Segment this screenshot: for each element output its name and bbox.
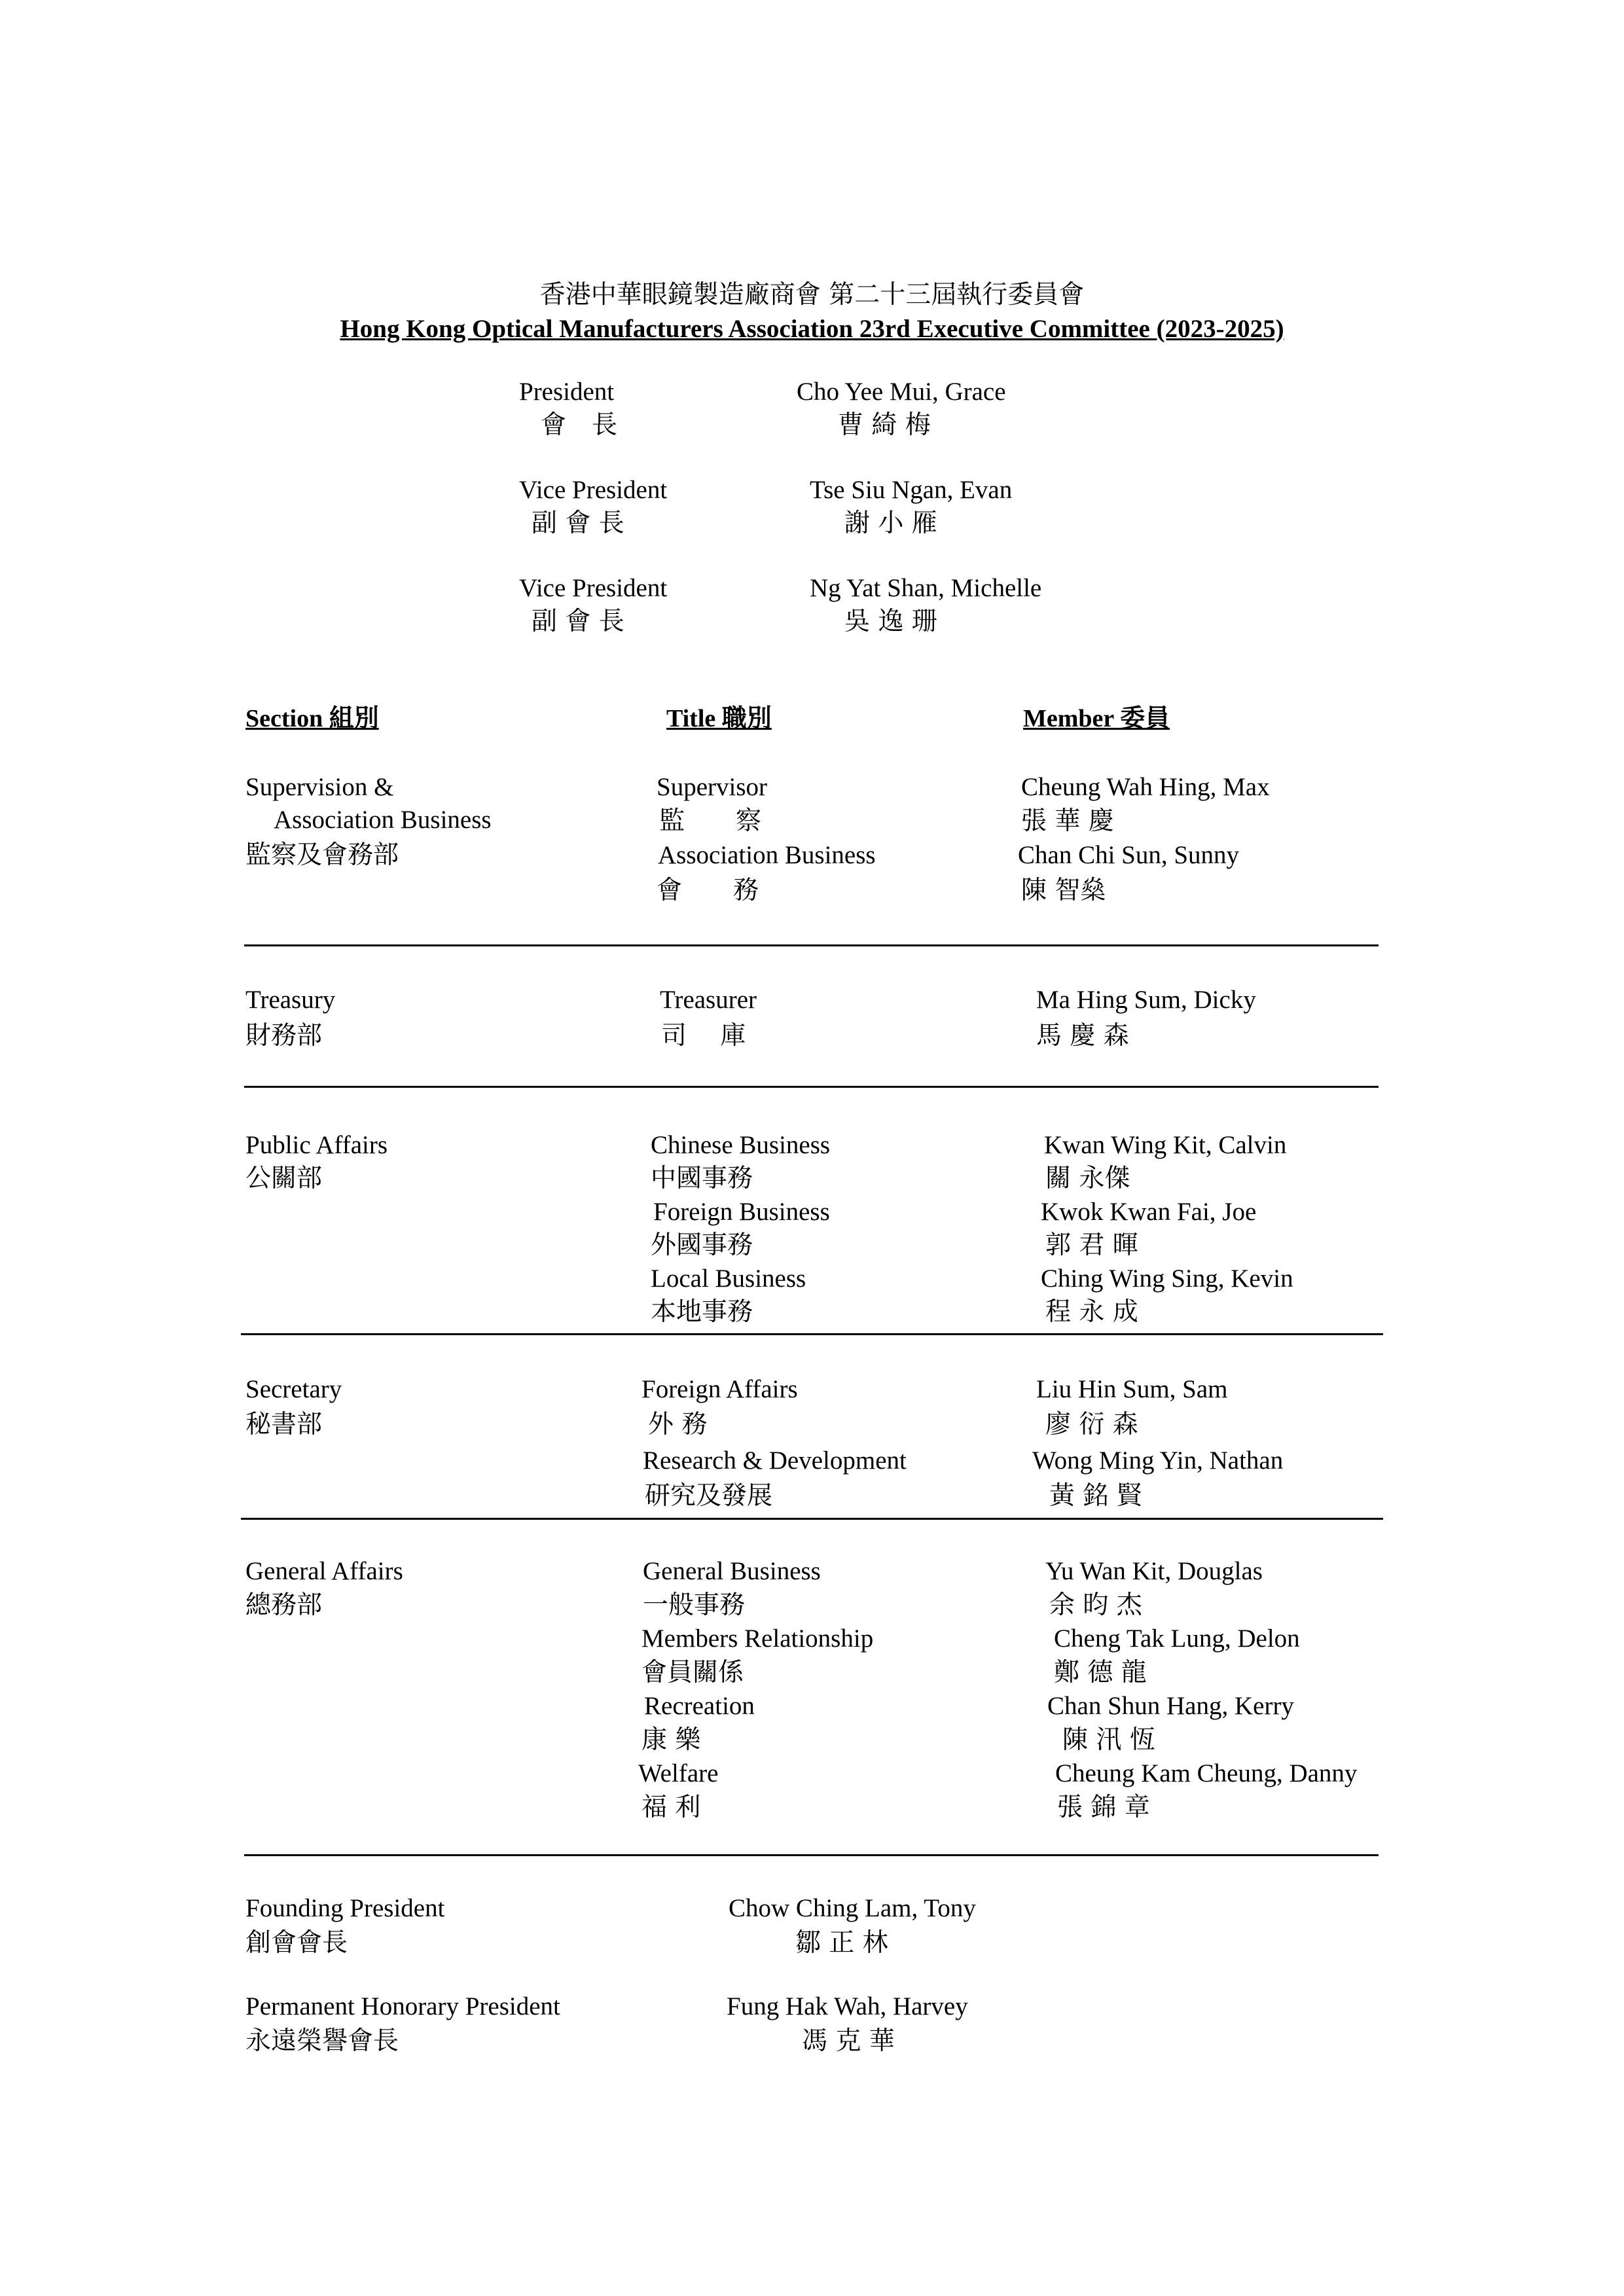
title-zh: 研究及發展 — [645, 1481, 773, 1511]
section-name-zh: 財務部 — [245, 1021, 323, 1050]
honorary-name-zh: 鄒 正 林 — [795, 1928, 888, 1958]
member-zh: 鄭 德 龍 — [1054, 1658, 1147, 1687]
officer-role-zh: 會 長 — [541, 410, 618, 440]
title-english: Hong Kong Optical Manufacturers Association 23rd Executive Committee (2023-2025) — [340, 315, 1284, 343]
member-zh: 馬 慶 森 — [1036, 1021, 1129, 1050]
member-zh: 程 永 成 — [1045, 1297, 1138, 1327]
honorary-name-zh: 馮 克 華 — [802, 2026, 895, 2056]
title-en: Research & Development — [643, 1446, 907, 1475]
title-en: Local Business — [651, 1265, 806, 1293]
section-name-zh: 公關部 — [245, 1164, 323, 1193]
officer-role: President — [519, 378, 615, 406]
member-en: Chan Shun Hang, Kerry — [1047, 1692, 1294, 1720]
member-en: Cheng Tak Lung, Delon — [1054, 1624, 1300, 1653]
title-en: General Business — [643, 1557, 821, 1585]
member-zh: 余 昀 杰 — [1049, 1590, 1142, 1620]
title-en: Association Business — [658, 841, 876, 869]
member-en: Yu Wan Kit, Douglas — [1045, 1557, 1263, 1585]
title-zh: 會 務 — [657, 876, 759, 905]
member-en: Cheung Wah Hing, Max — [1021, 773, 1270, 801]
title-zh: 會員關係 — [641, 1658, 744, 1687]
member-en: Wong Ming Yin, Nathan — [1032, 1446, 1284, 1475]
section-divider — [244, 1086, 1379, 1088]
member-en: Cheung Kam Cheung, Danny — [1055, 1759, 1358, 1787]
officer-role: Vice President — [519, 476, 668, 504]
title-en: Supervisor — [657, 773, 767, 801]
title-zh: 外 務 — [648, 1410, 708, 1439]
member-zh: 陳 智燊 — [1021, 876, 1106, 905]
section-name: Supervision & — [245, 773, 394, 801]
title-en: Recreation — [644, 1692, 755, 1720]
header-section: Section 組別 — [245, 705, 379, 732]
honorary-name: Fung Hak Wah, Harvey — [727, 1992, 968, 2020]
honorary-role: Permanent Honorary President — [245, 1992, 560, 2020]
member-zh: 廖 衍 森 — [1045, 1410, 1138, 1439]
title-en: Members Relationship — [641, 1624, 874, 1653]
honorary-name: Chow Ching Lam, Tony — [729, 1894, 976, 1922]
title-zh: 中國事務 — [651, 1164, 753, 1193]
section-divider — [241, 1333, 1383, 1335]
title-zh: 本地事務 — [651, 1297, 753, 1327]
officer-role-zh: 副 會 長 — [532, 509, 624, 538]
title-zh: 福 利 — [641, 1793, 701, 1822]
officer-role-zh: 副 會 長 — [532, 607, 624, 636]
member-en: Chan Chi Sun, Sunny — [1018, 841, 1240, 869]
title-chinese: 香港中華眼鏡製造廠商會 第二十三屆執行委員會 — [539, 280, 1085, 310]
title-en: Foreign Business — [653, 1198, 830, 1226]
section-name: Public Affairs — [245, 1131, 388, 1159]
officer-name: Ng Yat Shan, Michelle — [810, 574, 1042, 602]
member-en: Kwan Wing Kit, Calvin — [1044, 1131, 1287, 1159]
member-en: Liu Hin Sum, Sam — [1036, 1375, 1228, 1403]
title-zh: 康 樂 — [641, 1725, 701, 1755]
title-en: Welfare — [638, 1759, 719, 1787]
officer-name: Tse Siu Ngan, Evan — [810, 476, 1013, 504]
title-en: Treasurer — [660, 986, 757, 1014]
honorary-role: Founding President — [245, 1894, 445, 1922]
section-name-zh: 監察及會務部 — [245, 840, 399, 870]
officer-name: Cho Yee Mui, Grace — [797, 378, 1006, 406]
member-zh: 張 錦 章 — [1057, 1793, 1150, 1822]
section-divider — [244, 1854, 1379, 1856]
honorary-role-zh: 創會會長 — [245, 1928, 348, 1958]
title-zh: 外國事務 — [651, 1230, 753, 1260]
member-en: Ching Wing Sing, Kevin — [1041, 1265, 1293, 1293]
section-name: Treasury — [245, 986, 336, 1014]
header-member: Member 委員 — [1023, 705, 1170, 732]
member-zh: 郭 君 暉 — [1045, 1230, 1138, 1260]
officer-role: Vice President — [519, 574, 668, 602]
officer-name-zh: 謝 小 雁 — [844, 509, 937, 538]
member-zh: 陳 汛 恆 — [1062, 1725, 1155, 1755]
section-name-line2: Association Business — [274, 806, 492, 834]
member-en: Ma Hing Sum, Dicky — [1036, 986, 1256, 1014]
member-zh: 關 永傑 — [1045, 1164, 1130, 1193]
honorary-role-zh: 永遠榮譽會長 — [245, 2026, 399, 2056]
title-zh: 一般事務 — [643, 1590, 746, 1620]
officer-name-zh: 吳 逸 珊 — [844, 607, 937, 636]
section-name: General Affairs — [245, 1557, 403, 1585]
member-en: Kwok Kwan Fai, Joe — [1041, 1198, 1257, 1226]
title-zh: 監 察 — [659, 806, 762, 836]
title-en: Chinese Business — [651, 1131, 831, 1159]
title-zh: 司 庫 — [661, 1021, 746, 1050]
member-zh: 張 華 慶 — [1021, 806, 1114, 836]
section-name: Secretary — [245, 1375, 342, 1403]
header-title: Title 職別 — [666, 705, 772, 732]
officer-name-zh: 曹 綺 梅 — [838, 410, 931, 440]
section-name-zh: 秘書部 — [245, 1410, 323, 1439]
title-en: Foreign Affairs — [641, 1375, 798, 1403]
section-divider — [244, 944, 1379, 946]
section-name-zh: 總務部 — [245, 1590, 323, 1620]
member-zh: 黃 銘 賢 — [1049, 1481, 1142, 1511]
section-divider — [241, 1518, 1383, 1520]
